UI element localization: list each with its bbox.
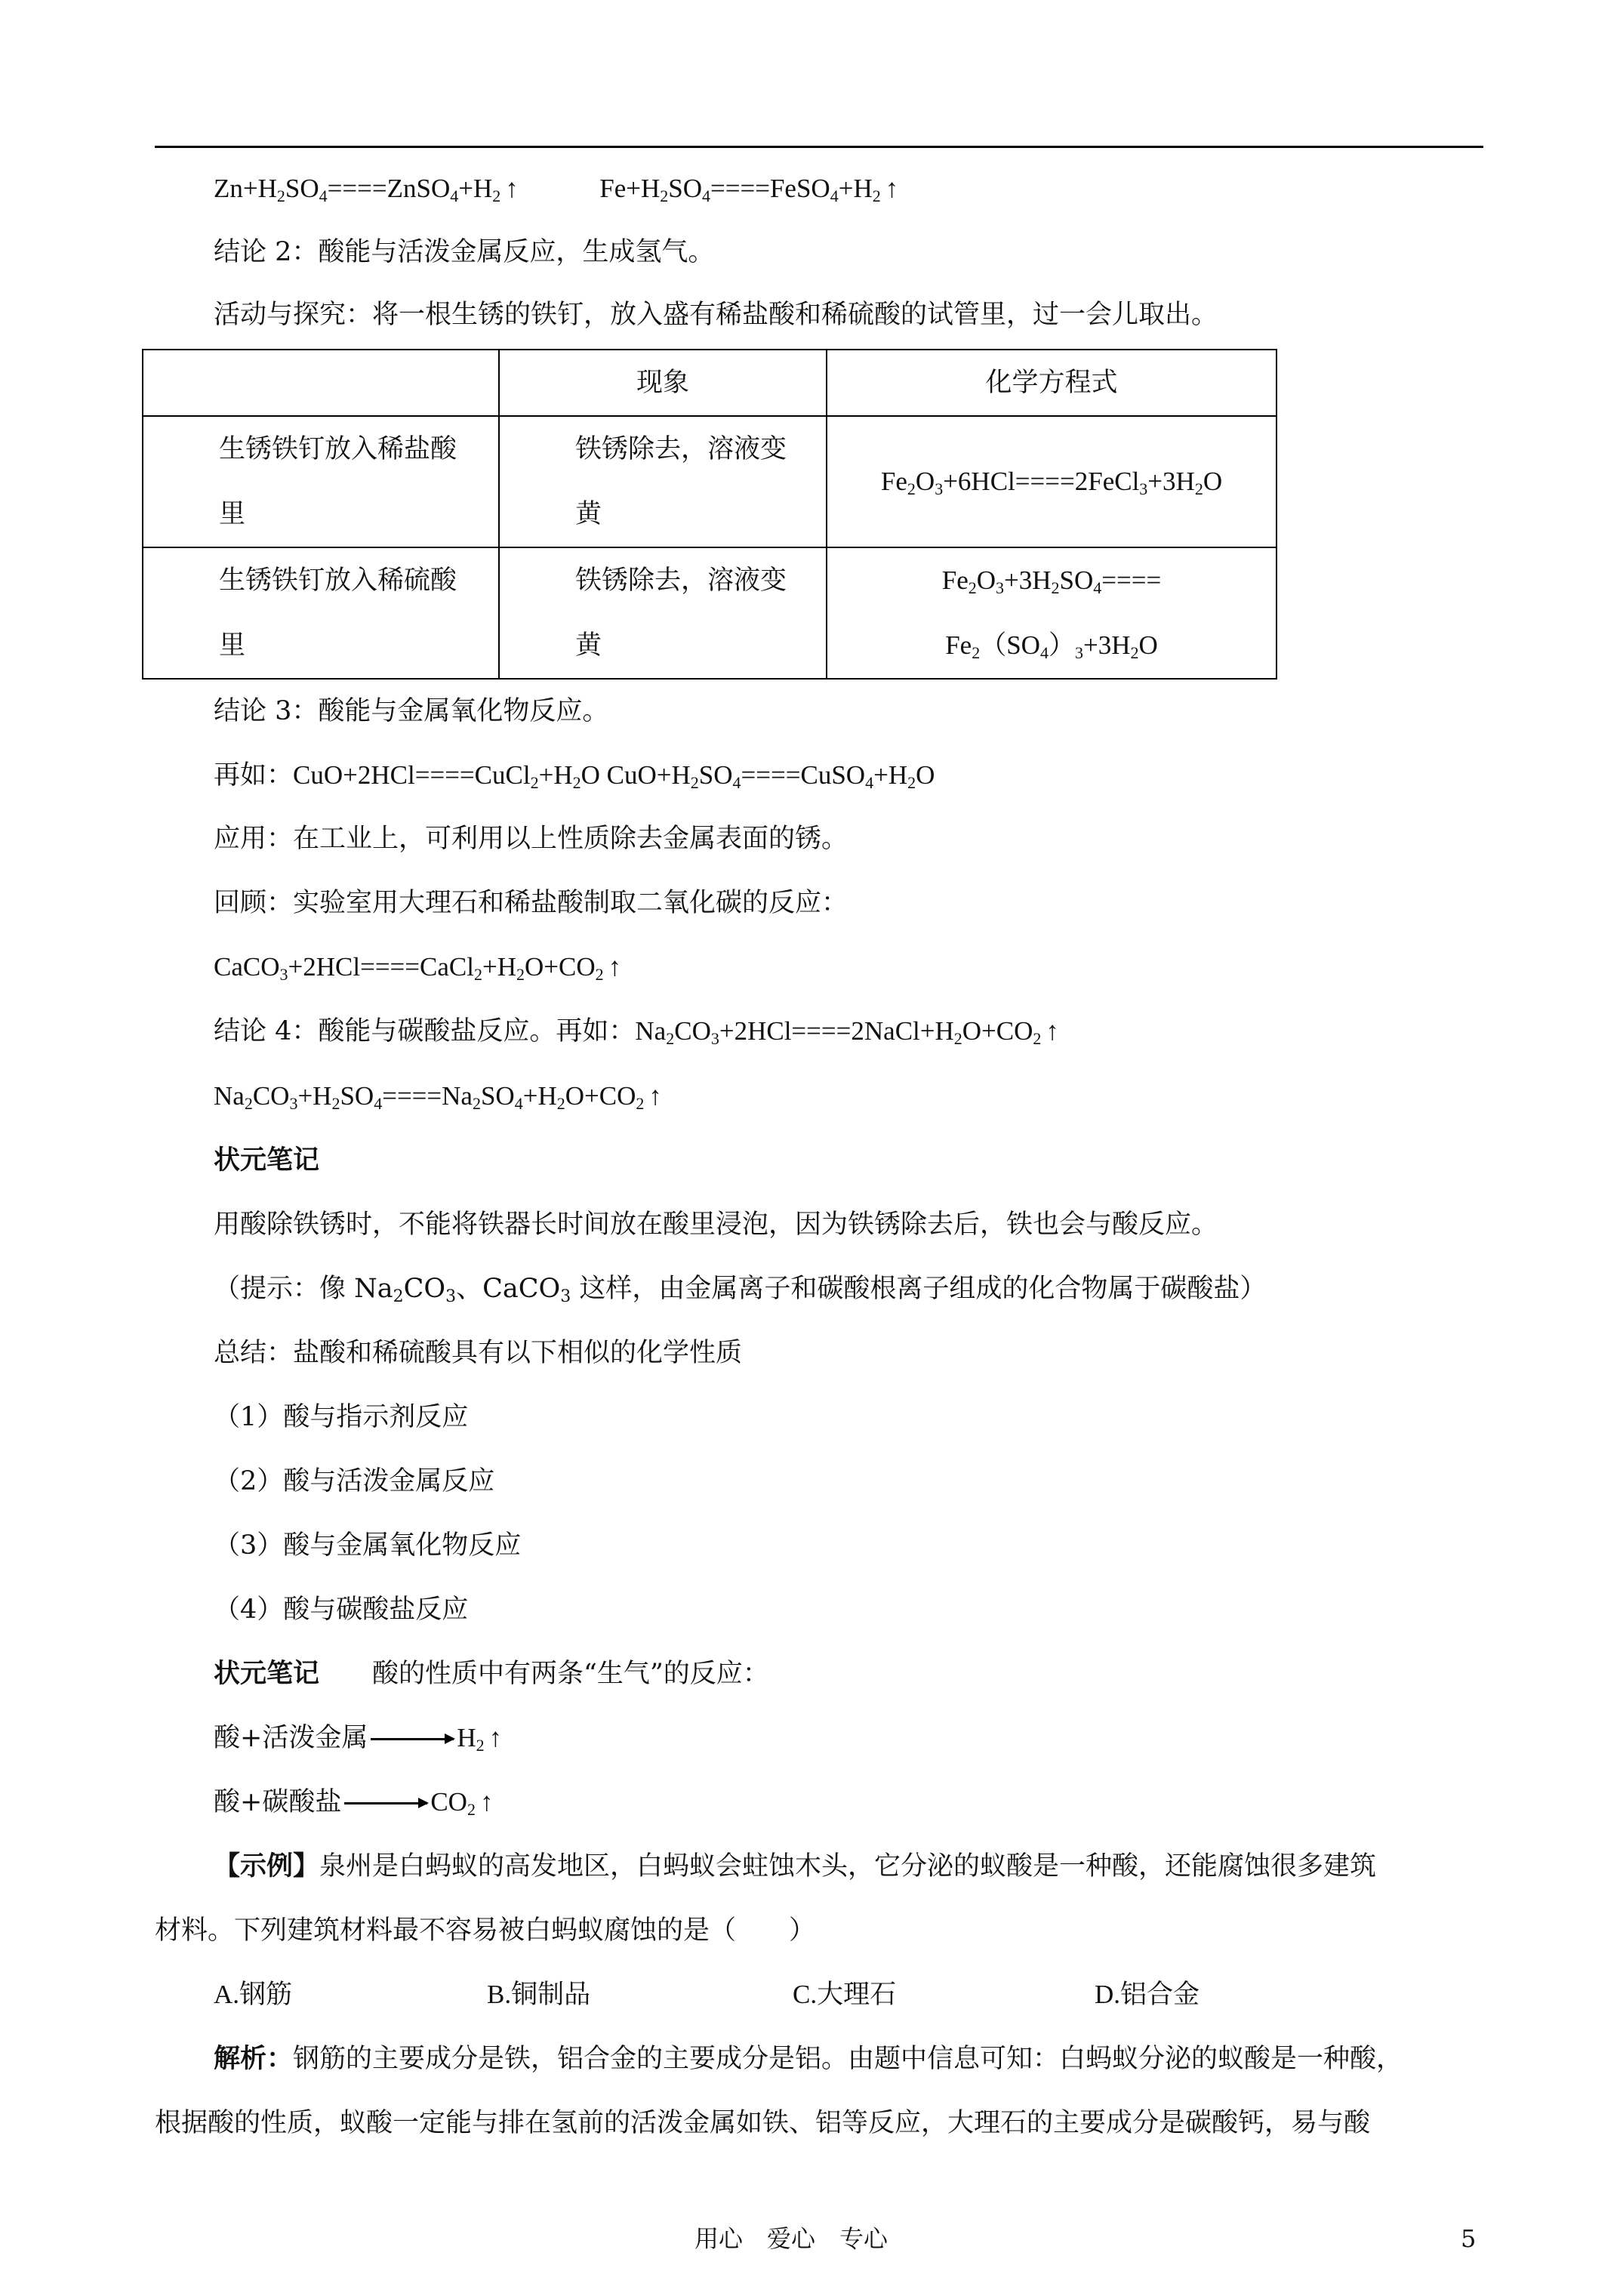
page-number: 5 [1461,2224,1477,2253]
reaction-arrow-icon [344,1802,427,1804]
table-row [143,416,1277,547]
gas-reaction-1: 酸+活泼金属 $H_2$ ↑ [214,1720,502,1756]
gas-up-arrow-icon: ↑ [608,952,622,982]
reaction-arrow-icon [371,1738,454,1740]
gas-up-arrow-icon: ↑ [479,1787,494,1817]
gas-reaction-2: 酸+碳酸盐 $CO_2$ ↑ [214,1784,493,1820]
notes2-title: 状元笔记 [214,1658,320,1689]
equation-caco3: $CaCO_3+2HCl====CaCl_2+H_2O+CO_2$ ↑ [214,949,621,985]
header-rule [155,146,1483,148]
table-header-row [143,350,1277,416]
table-cell-operation: 生锈铁钉放入稀硫酸 里 [143,547,499,679]
summary-item: （1）酸与指示剂反应 [214,1402,469,1432]
footer-motto: 用心 爱心 专心 [694,2224,888,2253]
analysis-line-2: 根据酸的性质，蚁酸一定能与排在氢前的活泼金属如铁、铝等反应，大理石的主要成分是碳酸钙，易与酸 [155,2108,1371,2138]
gas-up-arrow-icon: ↑ [885,174,899,203]
example-line-1: 【示例】泉州是白蚂蚁的高发地区，白蚂蚁会蛀蚀木头，它分泌的蚁酸是一种酸，还能腐蚀很多建筑 [214,1851,1377,1881]
experiment-table [142,349,1277,680]
table-header-equation: 化学方程式 [827,350,1277,416]
gas-up-arrow-icon: ↑ [1046,1016,1059,1046]
table-header-empty [143,350,499,416]
summary: 总结：盐酸和稀硫酸具有以下相似的化学性质 [214,1338,743,1368]
table-cell-equation: $Fe_2O_3+6HCl====2FeCl_3+3H_2O$ [827,416,1277,547]
conclusion-3: 结论 3：酸能与金属氧化物反应。 [214,696,609,726]
analysis-label: 解析： [214,2043,294,2074]
notes2-text: 酸的性质中有两条“生气”的反应： [372,1659,769,1689]
notes2 [214,1656,769,1692]
table-row [143,547,1277,679]
table-header-phenomenon: 现象 [499,350,827,416]
gas-up-arrow-icon: ↑ [488,1723,503,1752]
equation-cuo: 再如：$CuO+2HCl====CuCl_2+H_2O$ $CuO+H_2SO_4====CuSO_4+H_2O$ [214,760,935,792]
option-a: A.钢筋 [214,1980,293,2009]
table-cell-phenomenon: 铁锈除去，溶液变 黄 [499,547,827,679]
example-line-2: 材料。下列建筑材料最不容易被白蚂蚁腐蚀的是（ ） [155,1915,816,1946]
equation-zn-fe: $Zn+H_2SO_4====ZnSO_4+H_2$ ↑ $Fe+H_2SO_4====FeSO_4+H_2$ ↑ [214,171,898,207]
activity-explore: 活动与探究：将一根生锈的铁钉，放入盛有稀盐酸和稀硫酸的试管里，过一会儿取出。 [214,300,1218,330]
notes-title: 状元笔记 [214,1145,320,1176]
example-label: 【示例】 [214,1851,320,1881]
conclusion-4: 结论 4：酸能与碳酸盐反应。再如：$Na_2CO_3+2HCl====2NaCl+H_2O+CO_2$ ↑ [214,1013,1059,1049]
option-d: D.铝合金 [1095,1980,1200,2009]
option-c: C.大理石 [793,1980,897,2009]
analysis-line-1: 解析：钢筋的主要成分是铁，铝合金的主要成分是铝。由题中信息可知：白蚂蚁分泌的蚁酸是一种酸， [214,2043,1403,2074]
table-cell-equation: $Fe_2O_3+3H_2SO_4====$ $Fe_2(SO_4)_3+3H_2O$ [827,547,1277,679]
application: 应用：在工业上，可利用以上性质除去金属表面的锈。 [214,824,848,854]
table-cell-operation: 生锈铁钉放入稀盐酸 里 [143,416,499,547]
summary-item: （4）酸与碳酸盐反应 [214,1595,469,1625]
summary-item: （3）酸与金属氧化物反应 [214,1530,522,1561]
option-b: B.铜制品 [487,1980,591,2009]
conclusion-2: 结论 2：酸能与活泼金属反应，生成氢气。 [214,237,715,267]
review: 回顾：实验室用大理石和稀盐酸制取二氧化碳的反应： [214,888,848,918]
hint: （提示：像 $Na_2CO_3$、CaCO$_3$ 这样，由金属离子和碳酸根离子组成的化合物属于碳酸盐） [214,1274,1267,1306]
summary-item: （2）酸与活泼金属反应 [214,1466,495,1496]
gas-up-arrow-icon: ↑ [505,174,519,203]
gas-up-arrow-icon: ↑ [648,1081,662,1111]
equation-na2co3-h2so4: $Na_2CO_3+H_2SO_4====Na_2SO_4+H_2O+CO_2$ ↑ [214,1078,662,1114]
notes-text: 用酸除铁锈时，不能将铁器长时间放在酸里浸泡，因为铁锈除去后，铁也会与酸反应。 [214,1210,1218,1240]
table-cell-phenomenon: 铁锈除去，溶液变 黄 [499,416,827,547]
